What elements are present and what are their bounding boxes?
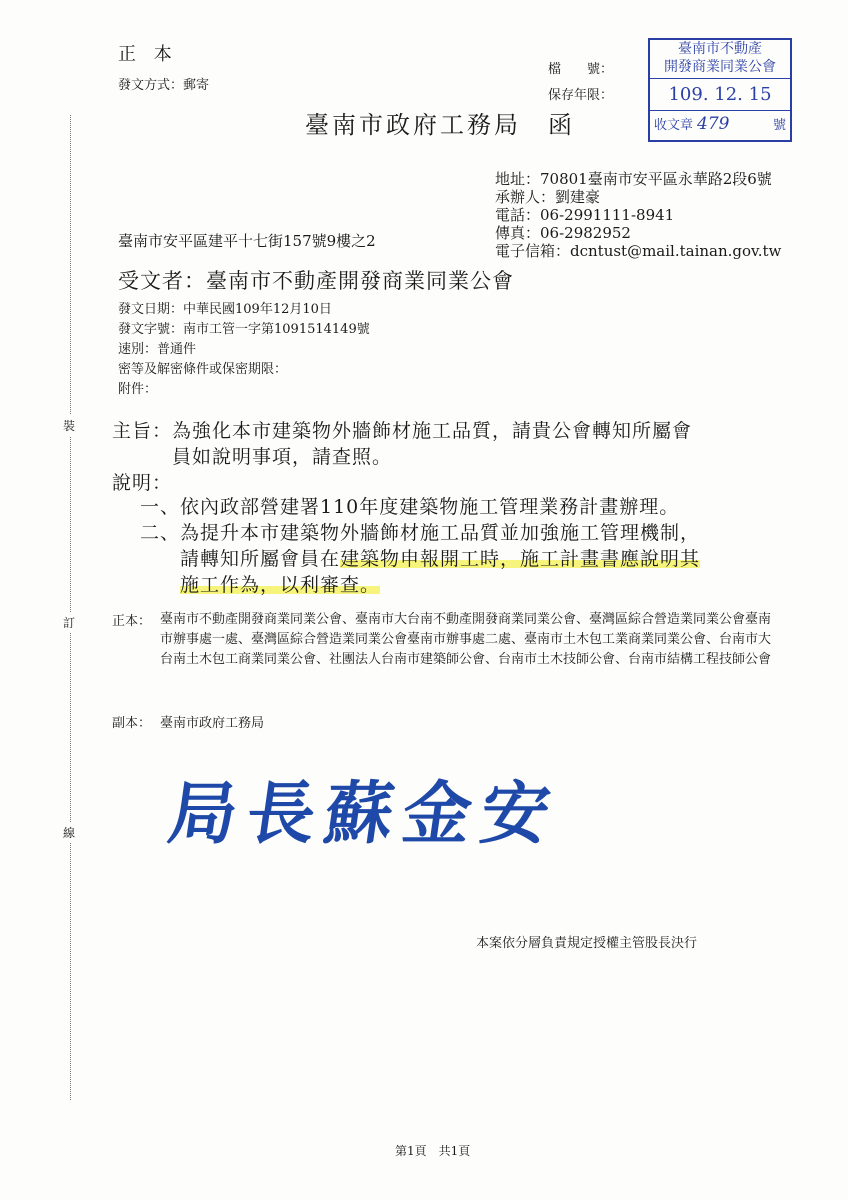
cc-copy-text: 臺南市政府工務局 — [160, 716, 265, 731]
sender-address: 地址：70801臺南市安平區永華路2段6號 — [495, 170, 772, 188]
retention-label: 保存年限： — [548, 88, 614, 103]
explain-item2-line1: 二、為提升本市建築物外牆飾材施工品質並加強施工管理機制， — [140, 522, 701, 544]
page-footer: 第1頁 共1頁 — [395, 1144, 471, 1158]
cc-main-text: 臺南市不動產開發商業同業公會、臺南市大台南不動產開發商業同業公會、臺灣區綜合營造業同業公會臺南市辦事處一處、臺灣區綜合營造業同業公會臺南市辦事處二處、臺南市土木包工業商業同業公會、台南市大台南土木包工商業同業公會、社團法人台南市建築師公會、台南市土木技師公會、台南市結構工程技師公會 — [160, 612, 772, 667]
file-no-label: 檔 號： — [548, 62, 614, 77]
send-method: 發文方式：郵寄 — [118, 78, 210, 93]
cc-copy-label: 副本： — [112, 716, 152, 731]
meta-ref: 發文字號：南市工管一字第1091514149號 — [118, 322, 370, 337]
subject-label: 主旨： — [112, 420, 173, 442]
stamp-recv-no: 479 — [697, 114, 730, 134]
recipient: 受文者：臺南市不動產開發商業同業公會 — [118, 269, 514, 293]
recipient-address: 臺南市安平區建平十七街157號9樓之2 — [118, 232, 376, 250]
explain-item2-line2 — [180, 544, 700, 571]
sender-handler: 承辦人：劉建豪 — [495, 188, 601, 206]
explain-item2-line2-a: 請轉知所屬會員在 — [180, 548, 341, 570]
explain-item2-line3 — [180, 570, 380, 597]
binding-char-1: 裝 — [63, 415, 75, 436]
binding-line — [70, 115, 71, 1100]
explain-item1: 一、依內政部營建署110年度建築物施工管理業務計畫辦理。 — [140, 496, 680, 518]
stamp-date: 109. 12. 15 — [650, 80, 790, 111]
meta-speed: 速別：普通件 — [118, 342, 197, 357]
meta-attach: 附件： — [118, 382, 158, 397]
signature: 局長蘇金安 — [163, 774, 565, 854]
cc-main-label: 正本： — [112, 614, 152, 629]
explain-label: 說明： — [112, 472, 173, 494]
page-title: 臺南市政府工務局 函 — [305, 111, 575, 139]
binding-char-2: 訂 — [63, 612, 75, 633]
stamp-org-line2: 開發商業同業公會 — [664, 59, 776, 75]
highlighted-text-2: 施工作為，以利審查。 — [180, 574, 381, 596]
meta-secret: 密等及解密條件或保密期限： — [118, 362, 288, 377]
stamp-receipt — [654, 114, 733, 134]
highlighted-text-1: 建築物申報開工時，施工計畫書應說明其 — [340, 548, 701, 570]
binding-char-3: 線 — [63, 822, 75, 843]
sender-email: 電子信箱：dcntust@mail.tainan.gov.tw — [495, 242, 782, 260]
meta-date: 發文日期：中華民國109年12月10日 — [118, 302, 332, 317]
subject-line2: 員如說明事項，請查照。 — [172, 446, 393, 468]
subject-line1: 為強化本市建築物外牆飾材施工品質，請貴公會轉知所屬會 — [172, 420, 693, 442]
stamp-org — [650, 40, 790, 79]
receipt-stamp — [648, 38, 792, 142]
sender-phone: 電話：06-2991111-8941 — [495, 206, 675, 224]
stamp-org-line1: 臺南市不動產 — [678, 41, 762, 57]
stamp-recv-label: 收文章 — [654, 118, 694, 133]
sender-fax: 傳真：06-2982952 — [495, 224, 631, 242]
delegation-note: 本案依分層負責規定授權主管股長決行 — [476, 936, 698, 951]
doc-type: 正 本 — [118, 44, 178, 65]
stamp-recv-suffix: 號 — [772, 118, 786, 133]
